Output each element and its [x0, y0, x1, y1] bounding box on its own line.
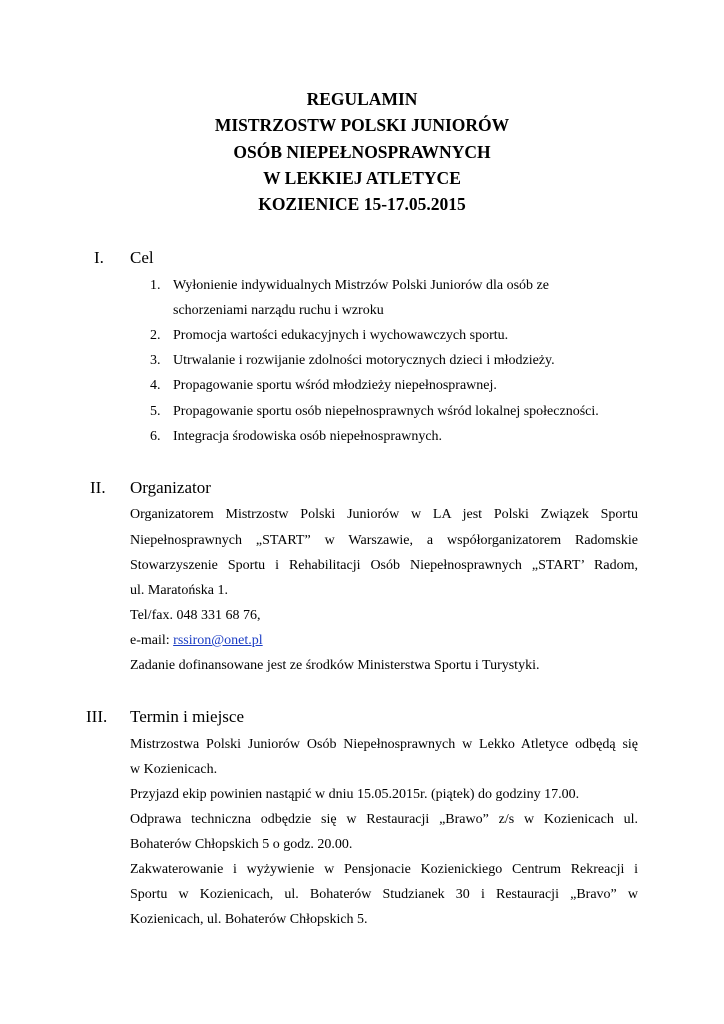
paragraph-line: Organizatorem Mistrzostw Polski Juniorów w LA jest Polski Związek Sportu — [130, 507, 638, 522]
section-number: III. — [86, 707, 108, 726]
list-item-text: Propagowanie sportu wśród młodzieży niepełnosprawnej. — [173, 378, 497, 393]
paragraph-line: Kozienicach, ul. Bohaterów Chłopskich 5. — [130, 912, 368, 927]
paragraph-line: Stowarzyszenie Sportu i Rehabilitacji Osób Niepełnosprawnych „START’ Radom, — [130, 558, 638, 573]
list-item-text: Propagowanie sportu osób niepełnosprawnych wśród lokalnej społeczności. — [173, 404, 599, 419]
list-item-text: Promocja wartości edukacyjnych i wychowawczych sportu. — [173, 328, 509, 343]
list-item-number: 3. — [150, 353, 161, 368]
list-item-text: Wyłonienie indywidualnych Mistrzów Polski Juniorów dla osób ze — [173, 278, 549, 293]
paragraph-line: Zakwaterowanie i wyżywienie w Pensjonacie Kozienickiego Centrum Rekreacji i — [130, 862, 638, 877]
title-line: OSÓB NIEPEŁNOSPRAWNYCH — [233, 141, 491, 162]
list-item-number: 6. — [150, 429, 161, 444]
list-item-text: Integracja środowiska osób niepełnosprawnych. — [173, 429, 443, 444]
list-item-number: 1. — [150, 278, 161, 293]
email-label: e-mail: — [130, 633, 174, 648]
paragraph-line: Zadanie dofinansowane jest ze środków Ministerstwa Sportu i Turystyki. — [130, 658, 540, 673]
section-number: I. — [94, 248, 104, 267]
paragraph-line: Bohaterów Chłopskich 5 o godz. 20.00. — [130, 837, 353, 852]
paragraph-line: Mistrzostwa Polski Juniorów Osób Niepełnosprawnych w Lekko Atletyce odbędą się — [130, 737, 638, 752]
list-item-number: 2. — [150, 328, 161, 343]
paragraph-line: w Kozienicach. — [130, 762, 218, 777]
section-heading: Organizator — [130, 478, 211, 497]
section-heading: Termin i miejsce — [130, 707, 244, 726]
paragraph-line: Przyjazd ekip powinien nastąpić w dniu 15.05.2015r. (piątek) do godziny 17.00. — [130, 787, 580, 802]
list-item-number: 4. — [150, 378, 161, 393]
email-link[interactable]: rssiron@onet.pl — [173, 633, 263, 648]
paragraph-line: Niepełnosprawnych „START” w Warszawie, a współorganizatorem Radomskie — [130, 533, 638, 548]
paragraph-line: Odprawa techniczna odbędzie się w Restauracji „Brawo” z/s w Kozienicach ul. — [130, 812, 638, 827]
paragraph-line: Sportu w Kozienicach, ul. Bohaterów Studzianek 30 i Restauracji „Bravo” w — [130, 887, 638, 902]
title-line: KOZIENICE 15-17.05.2015 — [258, 194, 466, 215]
paragraph-line: ul. Maratońska 1. — [130, 583, 228, 598]
document-title — [0, 86, 724, 217]
email-line — [130, 633, 263, 649]
title-line: W LEKKIEJ ATLETYCE — [263, 167, 461, 188]
title-line: REGULAMIN — [306, 89, 418, 109]
section-number: II. — [90, 478, 106, 497]
title-line: MISTRZOSTW POLSKI JUNIORÓW — [214, 115, 510, 136]
section-heading: Cel — [130, 248, 154, 267]
list-item-text: schorzeniami narządu ruchu i wzroku — [173, 303, 384, 318]
list-item-text: Utrwalanie i rozwijanie zdolności motorycznych dzieci i młodzieży. — [173, 353, 555, 368]
paragraph-line: Tel/fax. 048 331 68 76, — [130, 608, 261, 623]
list-item-number: 5. — [150, 404, 161, 419]
